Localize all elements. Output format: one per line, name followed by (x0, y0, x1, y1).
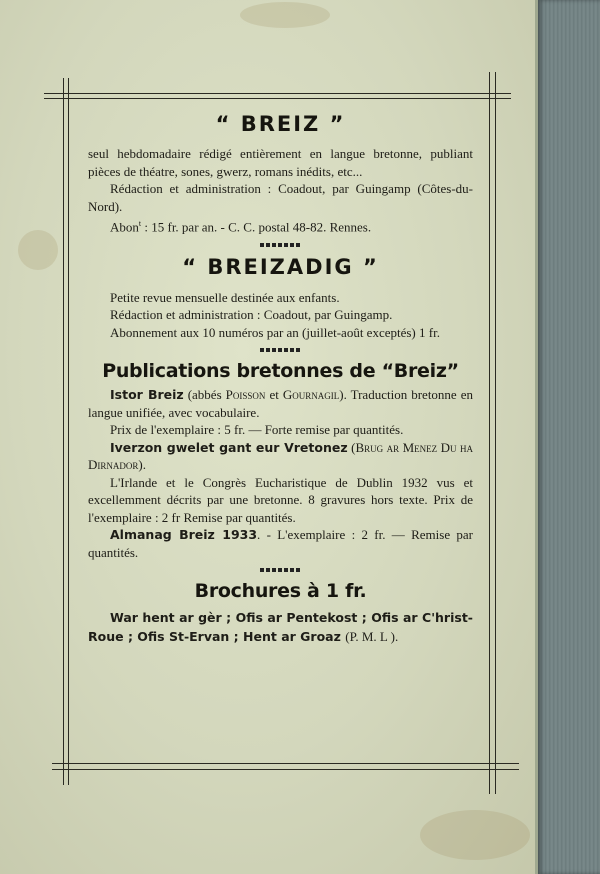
iverzon-entry: Iverzon gwelet gant eur Vretonez (Brug ar Menez Du ha Dirnador). (88, 439, 473, 473)
breizadig-section (88, 255, 473, 342)
breiz-redaction: Rédaction et administration : Coadout, par Guingamp (Côtes-du-Nord). (88, 181, 473, 214)
breizadig-title: “ BREIZADIG ” (182, 254, 379, 279)
breiz-section (88, 112, 473, 236)
breiz-title: “ BREIZ ” (215, 112, 346, 136)
separator-ornament (260, 348, 302, 352)
paper-stain (420, 810, 530, 860)
publications-section (88, 360, 473, 561)
separator-ornament (260, 243, 302, 247)
paper-stain (18, 230, 58, 270)
advertisement-content (88, 112, 473, 646)
publications-title: Publications bretonnes de “Breiz” (102, 360, 459, 383)
istor-breiz-entry: Istor Breiz (abbés Poisson et Gournagil). Traduction bretonne en langue unifiée, avec vocabulaire. (88, 387, 473, 420)
almanag-entry: Almanag Breiz 1933. - L'exemplaire : 2 fr. — Remise par quantités. (88, 527, 473, 560)
breizadig-subscription: Abonnement aux 10 numéros par an (juillet-août exceptés) 1 fr. (110, 324, 440, 340)
paper-stain (240, 2, 330, 28)
breizadig-redaction: Rédaction et administration : Coadout, par Guingamp. (110, 307, 393, 323)
brochures-section (88, 580, 473, 646)
breizadig-description: Petite revue mensuelle destinée aux enfants. (110, 289, 340, 305)
istor-breiz-price: Prix de l'exemplaire : 5 fr. — Forte remise par quantités. (110, 422, 404, 438)
brochures-title: Brochures à 1 fr. (194, 580, 367, 603)
separator-ornament (260, 568, 302, 572)
iverzon-description: L'Irlande et le Congrès Eucharistique de Dublin 1932 vus et excellemment décrits par une bretonne. 8 gravures hors texte. Prix de l'exemplaire : 2 fr Remise par quantités. (88, 474, 473, 525)
book-spine (538, 0, 600, 874)
breiz-description: seul hebdomadaire rédigé entièrement en langue bretonne, publiant pièces de théatre, sones, gwerz, romans inédits, etc... (88, 146, 473, 179)
breiz-subscription: Abon$^t$ : 15 fr. par an. - C. C. postal 48-82. Rennes. (110, 219, 372, 235)
brochures-list: War hent ar gèr ; Ofis ar Pentekost ; Ofis ar C'hrist-Roue ; Ofis St-Ervan ; Hent ar Groaz (P. M. L ). (88, 610, 473, 645)
